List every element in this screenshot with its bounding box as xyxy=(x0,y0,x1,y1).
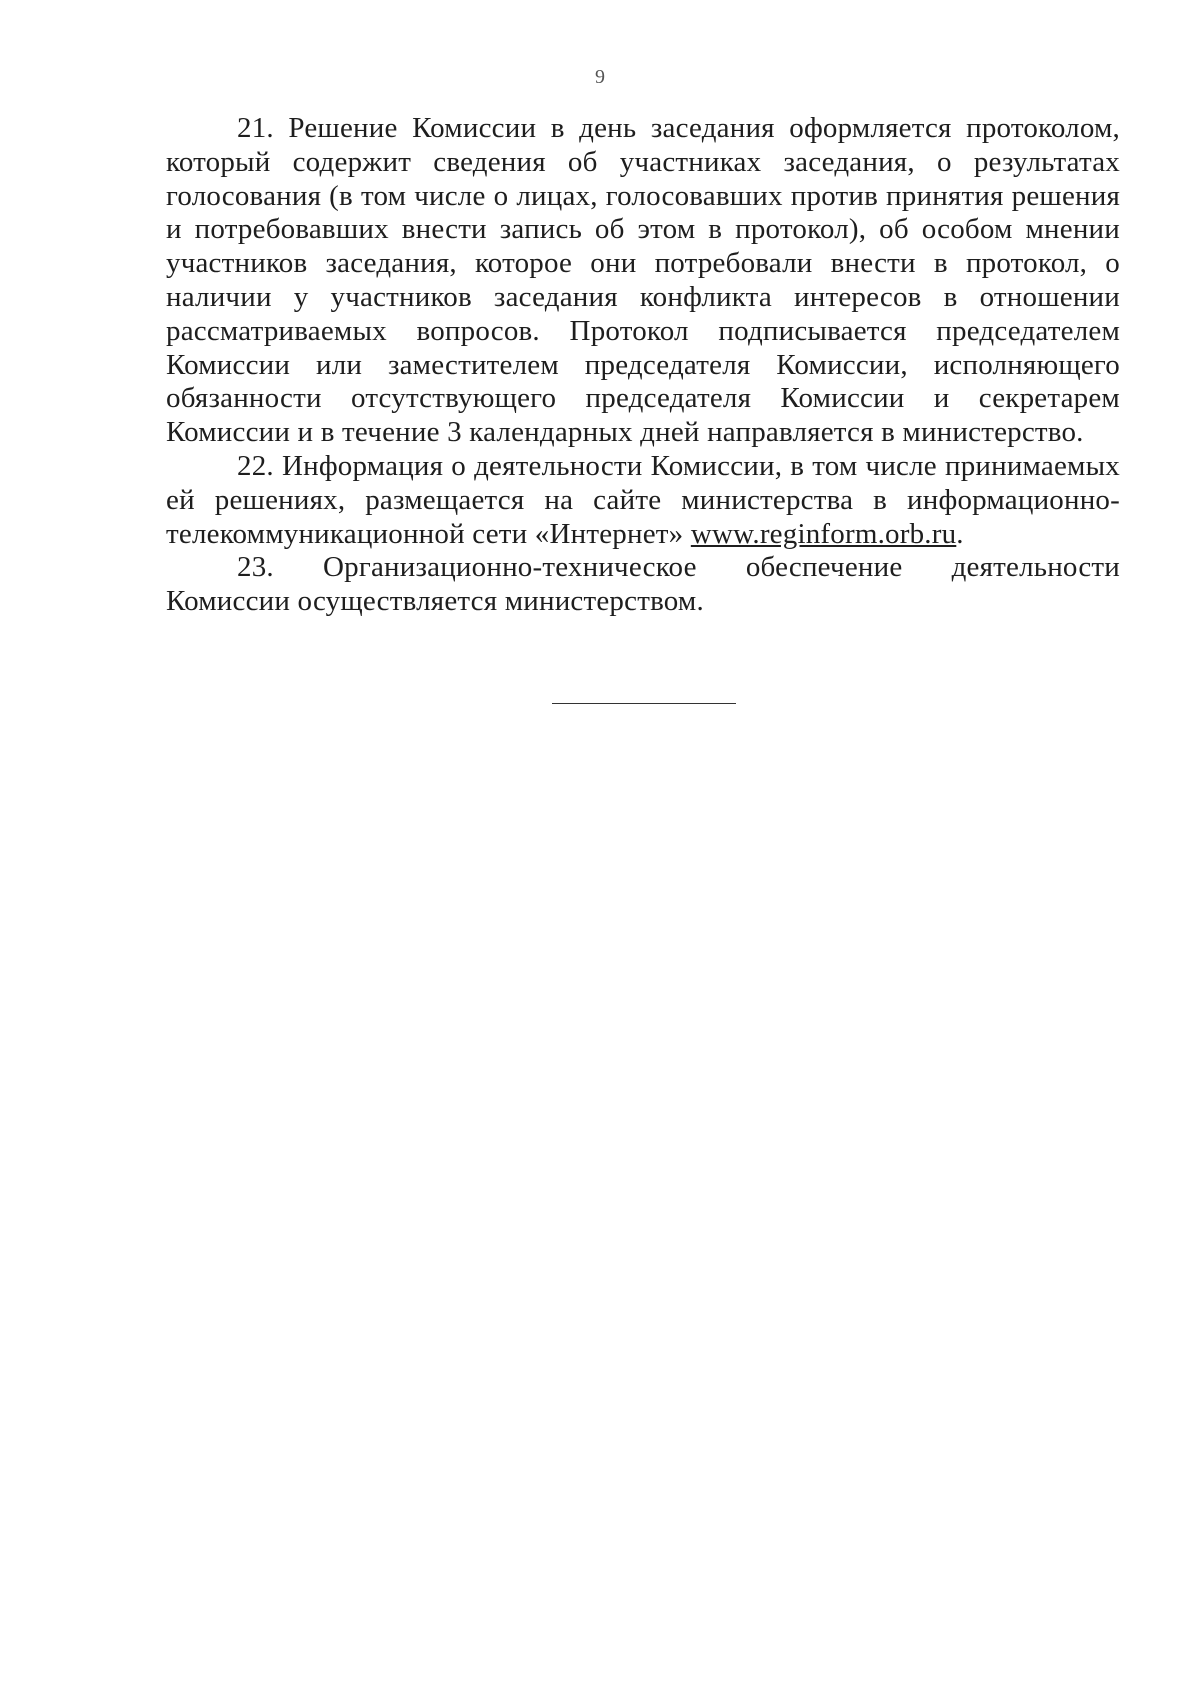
paragraph-22 xyxy=(166,450,1120,551)
page-number: 9 xyxy=(595,66,605,88)
document-body xyxy=(166,112,1120,619)
paragraph-22-end: . xyxy=(956,517,964,550)
website-link[interactable]: www.reginform.orb.ru xyxy=(690,517,957,550)
paragraph-23: 23. Организационно-техническое обеспечение деятельности Комиссии осуществляется министерством. xyxy=(166,551,1120,618)
paragraph-22-text: 22. Информация о деятельности Комиссии, в том числе принимаемых ей решениях, размещается на сайте министерства в информационно-телекоммуникационной сети «Интернет» xyxy=(166,449,1120,550)
paragraph-21: 21. Решение Комиссии в день заседания оформляется протоколом, который содержит сведения об участниках заседания, о результатах голосования (в том числе о лицах, голосовавших против принятия решения и потребовавших внести запись об этом в протокол), об особом мнении участников заседания, которое они потребовали внести в протокол, о наличии у участников заседания конфликта интересов в отношении рассматриваемых вопросов. Протокол подписывается председателем Комиссии или заместителем председателя Комиссии, исполняющего обязанности отсутствующего председателя Комиссии и секретарем Комиссии и в течение 3 календарных дней направляется в министерство. xyxy=(166,112,1120,449)
end-of-document-rule xyxy=(552,703,736,704)
